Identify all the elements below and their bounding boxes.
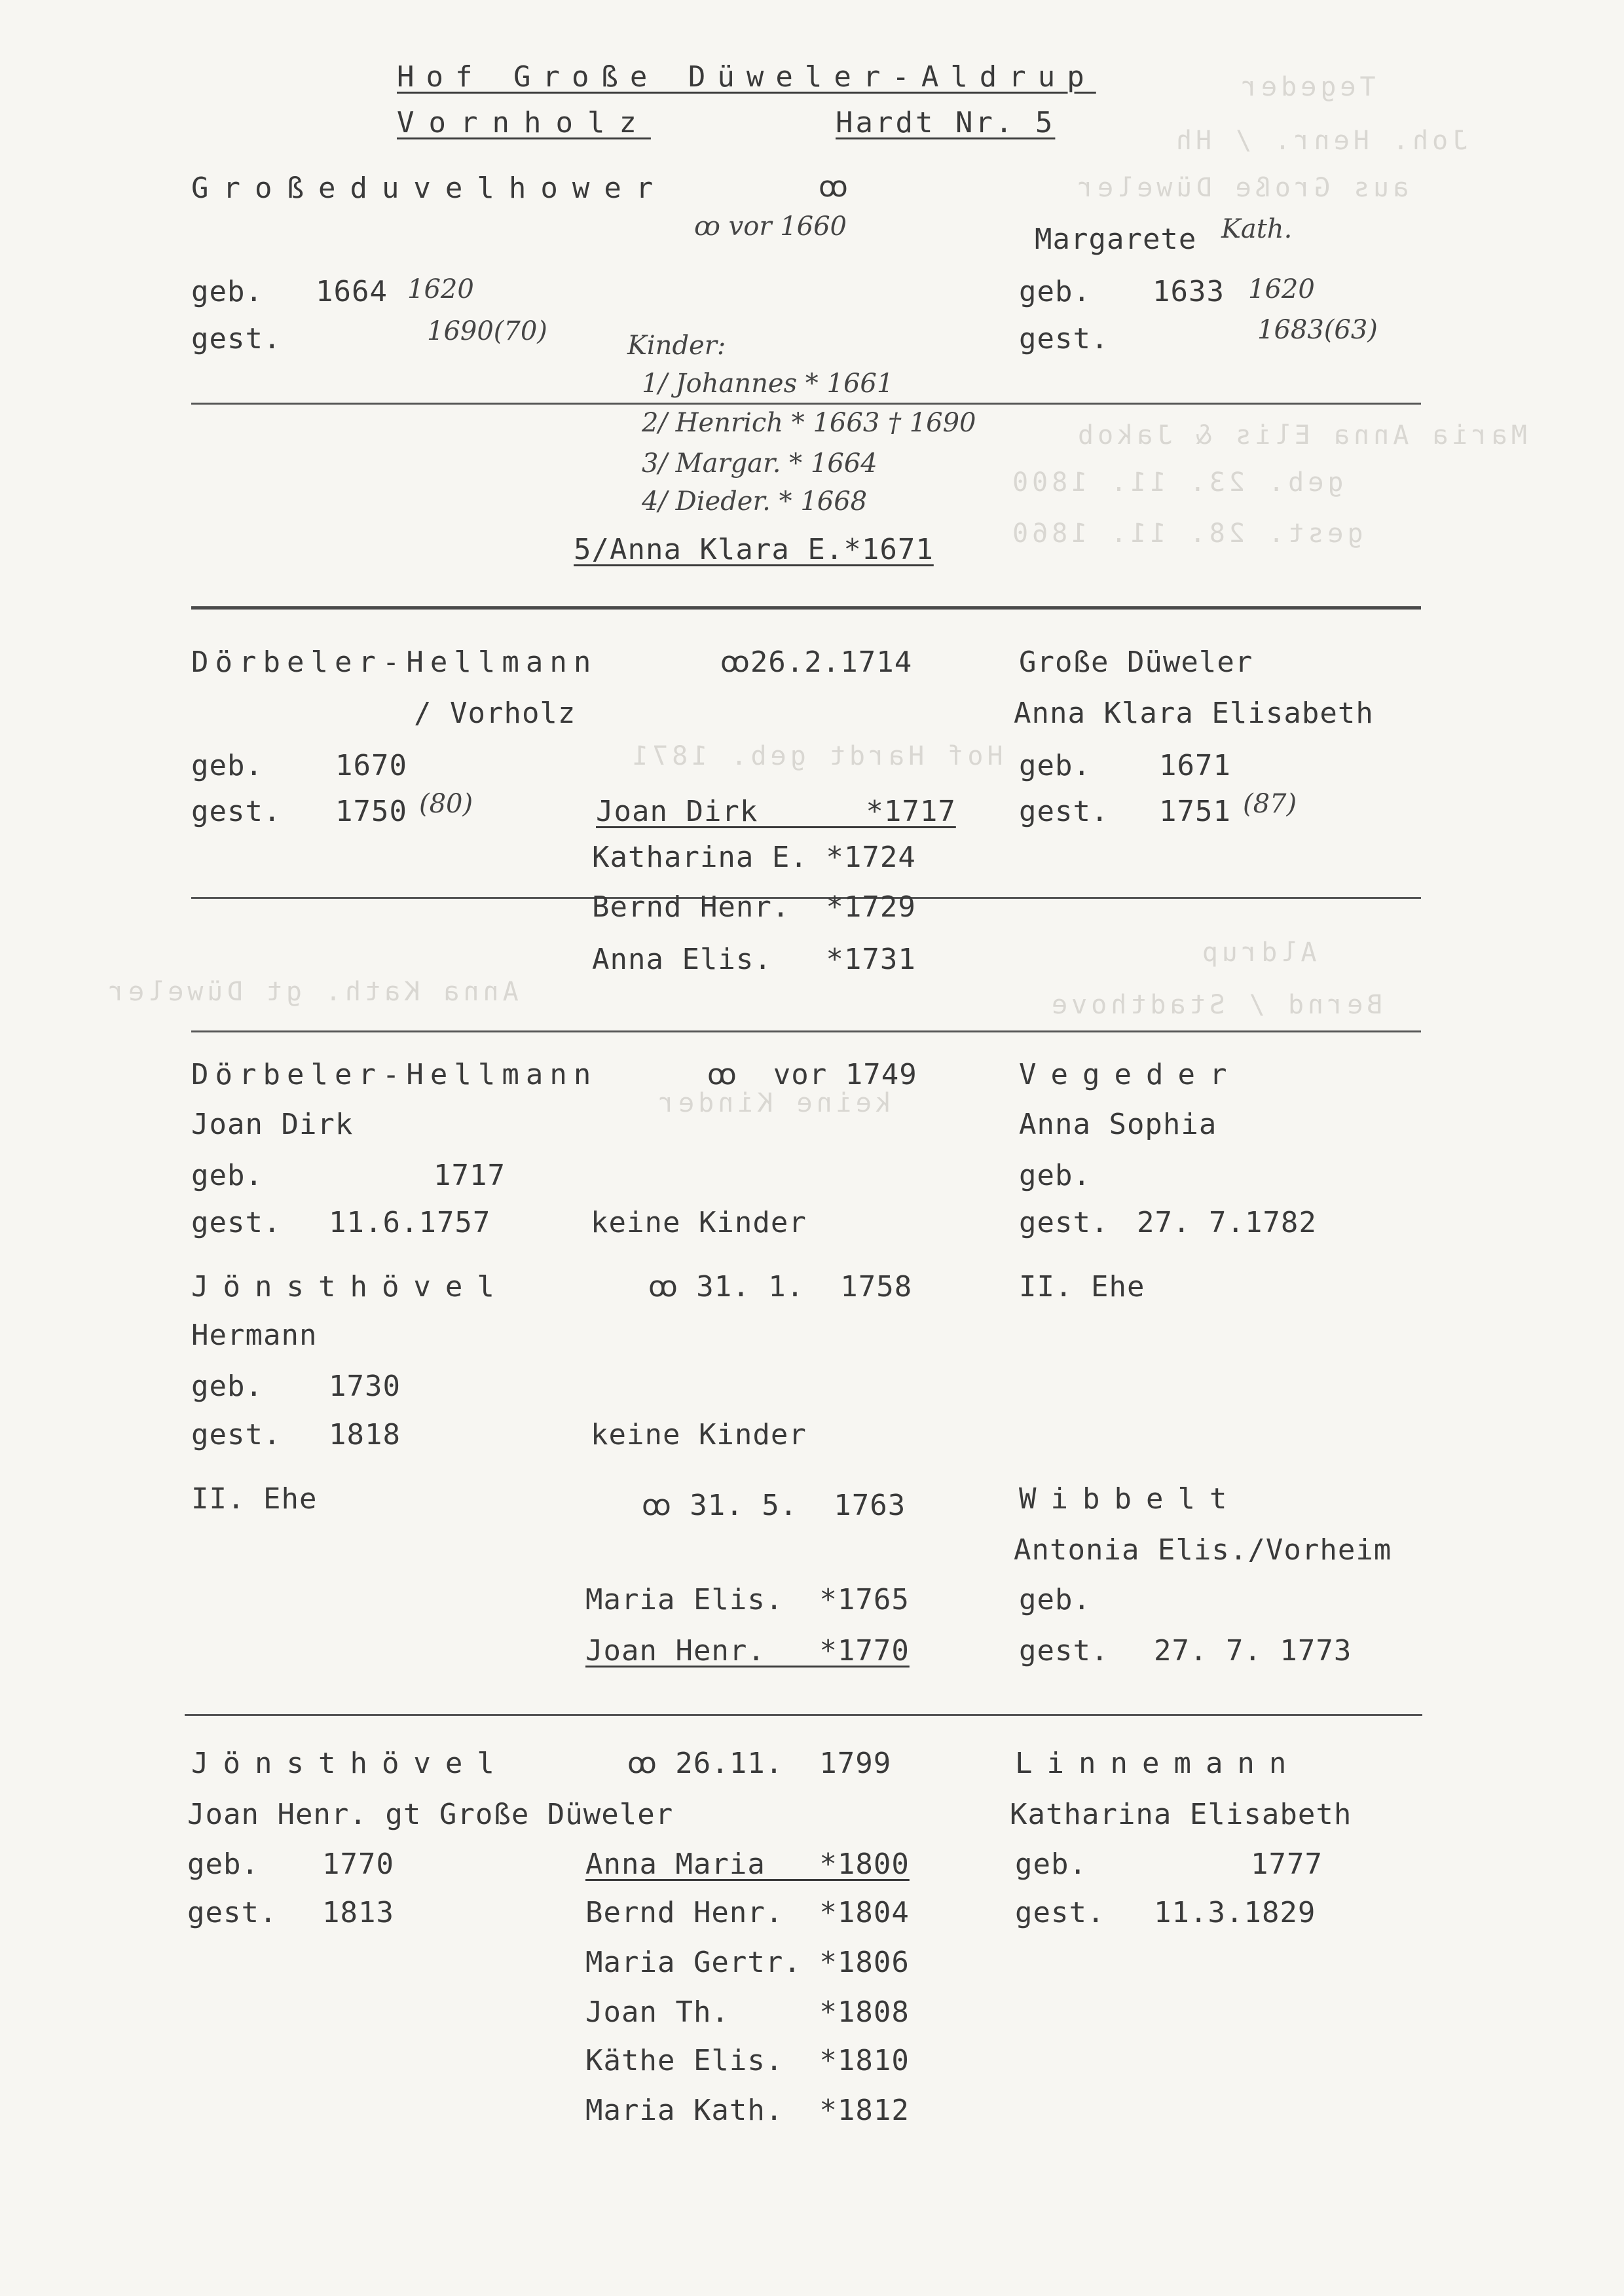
- family1-wife-died-label: gest.: [1019, 322, 1109, 355]
- family4-husband-died-label: gest.: [187, 1896, 278, 1929]
- family4-wife-died: 11.3.1829: [1154, 1896, 1316, 1929]
- bleed-through-text: Hof Hardt geb. 1871: [629, 741, 1003, 771]
- family3-husband-name: Joan Dirk: [191, 1108, 354, 1141]
- family2-wife-died: 1751: [1159, 795, 1231, 828]
- family1-child-item: 1/ Johannes * 1661: [642, 369, 894, 399]
- family4-child-item: Maria Kath. *1812: [585, 2094, 910, 2127]
- family3-husband-died: 11.6.1757: [329, 1206, 491, 1239]
- family2-husband-died: 1750: [335, 795, 407, 828]
- family1-husband-died-handwritten: 1690(70): [427, 316, 547, 346]
- family4-husband: Jönsthövel: [191, 1747, 509, 1780]
- divider: [191, 403, 1421, 405]
- family3-wife-name: Anna Sophia: [1019, 1108, 1217, 1141]
- family3-husband: Dörbeler-Hellmann: [191, 1058, 598, 1091]
- family4-husband-born: 1770: [322, 1848, 394, 1881]
- family2-wife-died-label: gest.: [1019, 795, 1109, 828]
- family1-husband-died-label: gest.: [191, 322, 282, 355]
- family4-husband-died: 1813: [322, 1896, 394, 1929]
- family1-husband-born-handwritten: 1620: [407, 274, 474, 304]
- family2-child-item: Katharina E. *1724: [592, 841, 916, 874]
- family2-wife-born: 1671: [1159, 749, 1231, 782]
- bleed-through-text: Maria Anna Elis & Jakob: [1074, 420, 1527, 450]
- section-divider: [185, 1714, 1422, 1716]
- family3-second-husband: Jönsthövel: [191, 1270, 509, 1303]
- family4-wife: Linnemann: [1015, 1747, 1301, 1780]
- family3-no-children: keine Kinder: [591, 1206, 807, 1239]
- family1-marriage-handwritten: ꝏ vor 1660: [694, 211, 847, 242]
- family1-children-label: Kinder:: [627, 331, 726, 361]
- bleed-through-text: gest. 28. 11. 1860: [1008, 519, 1363, 549]
- family2-child-item: Anna Elis. *1731: [592, 943, 916, 976]
- family4-child-item: Anna Maria *1800: [585, 1848, 910, 1881]
- family1-wife: Margarete: [1035, 223, 1197, 256]
- family3-second-husband-died: 1818: [329, 1418, 401, 1451]
- family4-wife-born-label: geb.: [1015, 1848, 1087, 1881]
- family4-child-item: Bernd Henr. *1804: [585, 1896, 910, 1929]
- family3-no-children-2: keine Kinder: [591, 1418, 807, 1451]
- section-divider: [191, 606, 1421, 610]
- family3-second-marriage: ꝏ 31. 1. 1758: [648, 1270, 913, 1303]
- family3-third-wife-born-label: geb.: [1019, 1583, 1091, 1616]
- family4-wife-died-label: gest.: [1015, 1896, 1105, 1929]
- family1-husband: Großeduvelhower: [191, 172, 668, 205]
- family4-husband-born-label: geb.: [187, 1848, 259, 1881]
- family3-wife: Vegeder: [1019, 1058, 1242, 1091]
- header-farm-name: Hof Große Düweler-Aldrup: [397, 60, 1096, 94]
- family3-wife-born-label: geb.: [1019, 1159, 1091, 1192]
- family2-child-item: Bernd Henr. *1729: [592, 890, 916, 924]
- family3-second-marriage-note: II. Ehe: [1019, 1270, 1145, 1303]
- bleed-through-text: Aldrup: [1198, 938, 1317, 968]
- family3-second-husband-name: Hermann: [191, 1319, 318, 1352]
- family4-wife-name: Katharina Elisabeth: [1010, 1798, 1352, 1831]
- family3-husband-born: 1717: [434, 1159, 506, 1192]
- family2-wife-born-label: geb.: [1019, 749, 1091, 782]
- family1-wife-handwritten: Kath.: [1221, 214, 1293, 244]
- family2-husband: Dörbeler-Hellmann: [191, 646, 598, 679]
- family1-child-item: 4/ Dieder. * 1668: [642, 486, 868, 517]
- family3-marriage: ꝏ vor 1749: [707, 1058, 917, 1091]
- family2-wife-name: Anna Klara Elisabeth: [1014, 697, 1374, 730]
- bleed-through-text: keine Kinder: [655, 1088, 891, 1118]
- family3-wife-died-label: gest.: [1019, 1206, 1109, 1239]
- family3-husband-born-label: geb.: [191, 1159, 263, 1192]
- family4-husband-name: Joan Henr. gt Große Düweler: [187, 1798, 674, 1831]
- family1-husband-born: 1664: [316, 275, 388, 308]
- family2-wife-died-handwritten: (87): [1243, 789, 1297, 819]
- bleed-through-text: aus Große Düweler: [1074, 173, 1409, 203]
- family1-wife-born-handwritten: 1620: [1248, 274, 1315, 304]
- bleed-through-text: Joh. Henr. / Hh: [1172, 126, 1468, 156]
- family1-marriage-symbol: ꝏ: [819, 170, 849, 204]
- family2-husband-died-label: gest.: [191, 795, 282, 828]
- family2-husband-died-handwritten: (80): [419, 789, 473, 819]
- family3-second-husband-died-label: gest.: [191, 1418, 282, 1451]
- family3-husband-died-label: gest.: [191, 1206, 282, 1239]
- family3-third-wife-died: 27. 7. 1773: [1154, 1634, 1352, 1667]
- family1-child-item: 2/ Henrich * 1663 † 1690: [642, 408, 976, 438]
- family2-wife: Große Düweler: [1019, 646, 1253, 679]
- family1-child-item: 5/Anna Klara E.*1671: [574, 533, 934, 566]
- bleed-through-text: Tegeder: [1238, 72, 1376, 102]
- family2-husband-place: / Vorholz: [414, 697, 576, 730]
- family3-child-item: Joan Henr. *1770: [585, 1634, 910, 1667]
- family4-wife-born: 1777: [1251, 1848, 1323, 1881]
- family4-child-item: Maria Gertr. *1806: [585, 1946, 910, 1979]
- section-divider: [191, 1030, 1421, 1032]
- family3-third-wife: Wibbelt: [1019, 1482, 1242, 1516]
- bleed-through-text: Bernd / Stadthove: [1048, 990, 1383, 1020]
- family3-third-marriage-note: II. Ehe: [191, 1482, 318, 1516]
- family3-second-husband-born: 1730: [329, 1370, 401, 1403]
- header-place: Vornholz: [397, 106, 651, 139]
- family2-husband-born: 1670: [335, 749, 407, 782]
- family3-third-wife-died-label: gest.: [1019, 1634, 1109, 1667]
- bleed-through-text: geb. 23. 11. 1800: [1008, 467, 1344, 498]
- family3-second-husband-born-label: geb.: [191, 1370, 263, 1403]
- header-house-number: Hardt Nr. 5: [836, 106, 1056, 139]
- family4-child-item: Joan Th. *1808: [585, 1995, 910, 2029]
- family1-wife-born-label: geb.: [1019, 275, 1091, 308]
- family3-third-marriage: ꝏ 31. 5. 1763: [642, 1489, 906, 1522]
- family2-husband-born-label: geb.: [191, 749, 263, 782]
- family4-marriage: ꝏ 26.11. 1799: [627, 1747, 892, 1780]
- family1-child-item: 3/ Margar. * 1664: [642, 448, 877, 479]
- family1-wife-born: 1633: [1153, 275, 1225, 308]
- family4-child-item: Käthe Elis. *1810: [585, 2044, 910, 2077]
- family2-marriage: ꝏ26.2.1714: [720, 646, 913, 679]
- family3-wife-died: 27. 7.1782: [1137, 1206, 1317, 1239]
- family3-child-item: Maria Elis. *1765: [585, 1583, 910, 1616]
- bleed-through-text: Anna Kath. gt Düweler: [105, 977, 519, 1007]
- family1-husband-born-label: geb.: [191, 275, 263, 308]
- family3-third-wife-name: Antonia Elis./Vorheim: [1014, 1533, 1392, 1567]
- family1-wife-died-handwritten: 1683(63): [1257, 315, 1378, 345]
- family2-child-item: Joan Dirk *1717: [596, 795, 956, 828]
